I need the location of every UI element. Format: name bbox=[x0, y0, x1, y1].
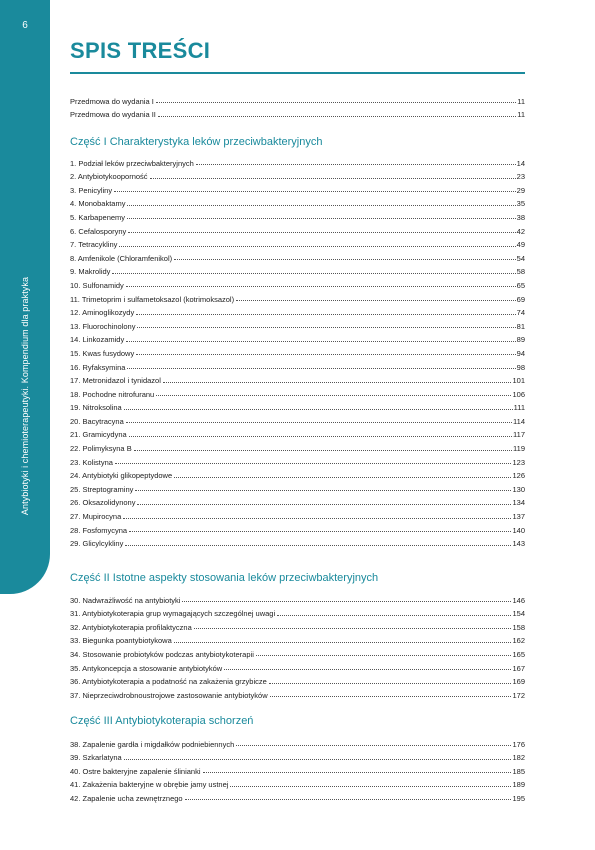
toc-entry[interactable] bbox=[70, 686, 525, 700]
toc-entry-label: 8. Amfenikole (Chloramfenikol) bbox=[70, 253, 173, 263]
toc-entry-label: 40. Ostre bakteryjne zapalenie ślinianki bbox=[70, 766, 201, 776]
toc-entry-label: 12. Aminoglikozydy bbox=[70, 308, 135, 318]
toc-entry-label: 2. Antybiotykooporność bbox=[70, 172, 148, 182]
toc-entry-label: 39. Szkarlatyna bbox=[70, 753, 122, 763]
toc-entry-label: 34. Stosowanie probiotyków podczas antybiotykoterapii bbox=[70, 649, 254, 659]
toc-entry[interactable] bbox=[70, 385, 525, 399]
dot-leader bbox=[156, 395, 511, 396]
toc-entry-page: 119 bbox=[513, 444, 525, 454]
dot-leader bbox=[112, 273, 515, 274]
toc-entry-page: 140 bbox=[512, 525, 525, 535]
toc-entry[interactable] bbox=[70, 618, 525, 632]
dot-leader bbox=[137, 504, 511, 505]
toc-entry[interactable] bbox=[70, 154, 525, 168]
toc-entry-label: 3. Penicyliny bbox=[70, 185, 113, 195]
toc-entry-label: 22. Polimyksyna B bbox=[70, 444, 132, 454]
toc-entry-label: 20. Bacytracyna bbox=[70, 416, 124, 426]
toc-entry-page: 35 bbox=[516, 199, 525, 209]
toc-entry-label: 24. Antybiotyki glikopeptydowe bbox=[70, 471, 173, 481]
toc-entry-page: 137 bbox=[512, 512, 525, 522]
toc-entry-page: 58 bbox=[516, 267, 525, 277]
toc-entry-page: 189 bbox=[512, 780, 525, 790]
dot-leader bbox=[125, 545, 511, 546]
dot-leader bbox=[123, 518, 511, 519]
dot-leader bbox=[256, 655, 512, 656]
toc-entry-page: 111 bbox=[513, 403, 525, 413]
toc-entry[interactable] bbox=[70, 331, 525, 345]
toc-entry[interactable] bbox=[70, 358, 525, 372]
toc-entry[interactable] bbox=[70, 659, 525, 673]
dot-leader bbox=[277, 615, 511, 616]
toc-entry-label: 23. Kolistyna bbox=[70, 457, 113, 467]
dot-leader bbox=[174, 477, 511, 478]
toc-entry-label: 32. Antybiotykoterapia profilaktyczna bbox=[70, 622, 192, 632]
dot-leader bbox=[158, 116, 516, 117]
dot-leader bbox=[134, 450, 512, 451]
toc-entry-label: 17. Metronidazol i tynidazol bbox=[70, 376, 161, 386]
toc-entry-page: 69 bbox=[516, 294, 525, 304]
toc-entry-label: 29. Glicylcykliny bbox=[70, 539, 124, 549]
toc-entry[interactable] bbox=[70, 480, 525, 494]
toc-entry-label: 35. Antykoncepcja a stosowanie antybiotyków bbox=[70, 663, 223, 673]
dot-leader bbox=[156, 102, 516, 103]
toc-entry-label: 25. Streptograminy bbox=[70, 484, 134, 494]
part-2-heading: Część II Istotne aspekty stosowania leków przeciwbakteryjnych bbox=[70, 572, 379, 584]
toc-entry-page: 23 bbox=[516, 172, 525, 182]
dot-leader bbox=[137, 327, 515, 328]
toc-entry-page: 14 bbox=[516, 158, 525, 168]
toc-entry-page: 130 bbox=[512, 484, 525, 494]
dot-leader bbox=[127, 218, 516, 219]
toc-entry-page: 134 bbox=[512, 498, 525, 508]
dot-leader bbox=[129, 531, 511, 532]
part-3-list bbox=[70, 735, 525, 803]
toc-entry-label: 21. Gramicydyna bbox=[70, 430, 127, 440]
dot-leader bbox=[124, 409, 513, 410]
title-divider bbox=[70, 72, 525, 74]
dot-leader bbox=[126, 422, 512, 423]
toc-entry-label: 26. Oksazolidynony bbox=[70, 498, 136, 508]
toc-entry-page: 195 bbox=[512, 793, 525, 803]
toc-entry-page: 165 bbox=[512, 649, 525, 659]
toc-entry[interactable] bbox=[70, 263, 525, 277]
toc-entry[interactable] bbox=[70, 749, 525, 763]
page-number: 6 bbox=[22, 20, 28, 31]
toc-entry-page: 42 bbox=[516, 226, 525, 236]
toc-entry-label: 37. Nieprzeciwdrobnoustrojowe zastosowanie antybiotyków bbox=[70, 690, 268, 700]
toc-entry-page: 38 bbox=[516, 212, 525, 222]
dot-leader bbox=[182, 601, 511, 602]
dot-leader bbox=[128, 232, 515, 233]
toc-entry[interactable] bbox=[70, 168, 525, 182]
toc-entry[interactable] bbox=[70, 776, 525, 790]
toc-entry[interactable] bbox=[70, 399, 525, 413]
toc-entry[interactable] bbox=[70, 605, 525, 619]
toc-entry-label: 10. Sulfonamidy bbox=[70, 280, 124, 290]
toc-entry-label: 18. Pochodne nitrofuranu bbox=[70, 389, 155, 399]
dot-leader bbox=[114, 191, 516, 192]
toc-entry-page: 94 bbox=[516, 348, 525, 358]
toc-entry-label: 5. Karbapenemy bbox=[70, 212, 126, 222]
toc-entry-page: 65 bbox=[516, 280, 525, 290]
page-title: SPIS TREŚCI bbox=[70, 38, 211, 63]
toc-entry-page: 49 bbox=[516, 240, 525, 250]
toc-entry[interactable] bbox=[70, 106, 525, 120]
dot-leader bbox=[127, 205, 515, 206]
toc-entry-label: 41. Zakażenia bakteryjne w obrębie jamy ustnej bbox=[70, 780, 229, 790]
toc-entry[interactable] bbox=[70, 195, 525, 209]
part-2-list bbox=[70, 591, 525, 700]
toc-entry-label: 27. Mupirocyna bbox=[70, 512, 122, 522]
dot-leader bbox=[136, 314, 515, 315]
dot-leader bbox=[224, 669, 511, 670]
toc-entry-page: 126 bbox=[512, 471, 525, 481]
toc-entry-page: 154 bbox=[512, 609, 525, 619]
toc-entry-page: 81 bbox=[516, 321, 525, 331]
toc-entry[interactable] bbox=[70, 645, 525, 659]
toc-entry-page: 146 bbox=[512, 595, 525, 605]
dot-leader bbox=[127, 368, 515, 369]
toc-entry-label: 1. Podział leków przeciwbakteryjnych bbox=[70, 158, 194, 168]
toc-entry[interactable] bbox=[70, 304, 525, 318]
toc-entry[interactable] bbox=[70, 591, 525, 605]
toc-entry-label: Przedmowa do wydania II bbox=[70, 110, 156, 120]
dot-leader bbox=[119, 246, 515, 247]
toc-entry[interactable] bbox=[70, 222, 525, 236]
part-1-heading: Część I Charakterystyka leków przeciwbakteryjnych bbox=[70, 136, 323, 148]
toc-entry[interactable] bbox=[70, 535, 525, 549]
toc-entry[interactable] bbox=[70, 632, 525, 646]
toc-entry-label: 15. Kwas fusydowy bbox=[70, 348, 135, 358]
toc-entry[interactable] bbox=[70, 344, 525, 358]
toc-entry[interactable] bbox=[70, 521, 525, 535]
toc-entry-page: 98 bbox=[516, 362, 525, 372]
toc-entry[interactable] bbox=[70, 673, 525, 687]
toc-entry[interactable] bbox=[70, 236, 525, 250]
toc-entry-label: 33. Biegunka poantybiotykowa bbox=[70, 636, 172, 646]
toc-entry[interactable] bbox=[70, 249, 525, 263]
toc-entry[interactable] bbox=[70, 467, 525, 481]
dot-leader bbox=[126, 286, 516, 287]
dot-leader bbox=[135, 490, 511, 491]
part-1-list bbox=[70, 154, 525, 548]
toc-entry[interactable] bbox=[70, 412, 525, 426]
dot-leader bbox=[203, 772, 512, 773]
toc-entry[interactable] bbox=[70, 181, 525, 195]
toc-entry[interactable] bbox=[70, 762, 525, 776]
toc-entry-page: 101 bbox=[512, 376, 525, 386]
toc-entry-label: 14. Linkozamidy bbox=[70, 335, 125, 345]
toc-entry-label: 7. Tetracykliny bbox=[70, 240, 118, 250]
toc-entry[interactable] bbox=[70, 276, 525, 290]
toc-entry[interactable] bbox=[70, 507, 525, 521]
toc-entry-page: 182 bbox=[512, 753, 525, 763]
toc-entry-label: 31. Antybiotykoterapia grup wymagających szczególnej uwagi bbox=[70, 609, 276, 619]
toc-entry-label: 30. Nadwrażliwość na antybiotyki bbox=[70, 595, 181, 605]
toc-entry-label: 19. Nitroksolina bbox=[70, 403, 122, 413]
dot-leader bbox=[129, 436, 512, 437]
dot-leader bbox=[124, 759, 512, 760]
toc-entry-page: 117 bbox=[513, 430, 525, 440]
part-3-heading: Część III Antybiotykoterapia schorzeń bbox=[70, 715, 254, 727]
dot-leader bbox=[236, 300, 516, 301]
toc-entry-label: 9. Makrolidy bbox=[70, 267, 111, 277]
toc-entry[interactable] bbox=[70, 494, 525, 508]
toc-entry[interactable] bbox=[70, 439, 525, 453]
toc-entry-page: 54 bbox=[516, 253, 525, 263]
toc-entry[interactable] bbox=[70, 789, 525, 803]
dot-leader bbox=[163, 382, 512, 383]
toc-entry-page: 169 bbox=[512, 677, 525, 687]
dot-leader bbox=[269, 683, 512, 684]
dot-leader bbox=[230, 786, 511, 787]
toc-entry-page: 74 bbox=[516, 308, 525, 318]
toc-entry-label: 38. Zapalenie gardła i migdałków podniebiennych bbox=[70, 739, 235, 749]
toc-entry-label: 4. Monobaktamy bbox=[70, 199, 126, 209]
toc-entry-page: 162 bbox=[512, 636, 525, 646]
toc-entry-page: 143 bbox=[512, 539, 525, 549]
sidebar-book-title: Antybiotyki i chemioterapeutyki. Kompendium dla praktyka bbox=[20, 276, 30, 516]
toc-entry-page: 172 bbox=[512, 690, 525, 700]
toc-entry[interactable] bbox=[70, 208, 525, 222]
dot-leader bbox=[270, 696, 512, 697]
toc-entry[interactable] bbox=[70, 372, 525, 386]
toc-entry-label: 6. Cefalosporyny bbox=[70, 226, 127, 236]
dot-leader bbox=[126, 341, 515, 342]
toc-entry-page: 185 bbox=[512, 766, 525, 776]
toc-entry[interactable] bbox=[70, 453, 525, 467]
toc-entry-label: Przedmowa do wydania I bbox=[70, 96, 154, 106]
dot-leader bbox=[236, 745, 511, 746]
toc-entry-page: 29 bbox=[516, 185, 525, 195]
toc-entry[interactable] bbox=[70, 290, 525, 304]
toc-entry-label: 11. Trimetoprim i sulfametoksazol (kotrimoksazol) bbox=[70, 294, 235, 304]
toc-entry-page: 123 bbox=[512, 457, 525, 467]
dot-leader bbox=[196, 164, 516, 165]
toc-entry-label: 28. Fosfomycyna bbox=[70, 525, 128, 535]
toc-entry-page: 167 bbox=[512, 663, 525, 673]
sidebar-band bbox=[0, 0, 50, 594]
toc-entry-page: 158 bbox=[512, 622, 525, 632]
dot-leader bbox=[185, 799, 512, 800]
toc-entry-label: 42. Zapalenie ucha zewnętrznego bbox=[70, 793, 183, 803]
toc-entry[interactable] bbox=[70, 92, 525, 106]
dot-leader bbox=[115, 463, 512, 464]
toc-entry-page: 114 bbox=[513, 416, 525, 426]
toc-entry-page: 11 bbox=[517, 110, 525, 120]
dot-leader bbox=[150, 178, 516, 179]
dot-leader bbox=[194, 628, 512, 629]
toc-entry-label: 16. Ryfaksymina bbox=[70, 362, 126, 372]
toc-entry-page: 176 bbox=[512, 739, 525, 749]
toc-entry-page: 89 bbox=[516, 335, 525, 345]
toc-entry[interactable] bbox=[70, 735, 525, 749]
toc-entry[interactable] bbox=[70, 317, 525, 331]
toc-entry-label: 36. Antybiotykoterapia a podatność na zakażenia grzybicze bbox=[70, 677, 267, 687]
toc-entry-label: 13. Fluorochinolony bbox=[70, 321, 136, 331]
dot-leader bbox=[174, 259, 516, 260]
dot-leader bbox=[136, 354, 515, 355]
toc-entry[interactable] bbox=[70, 426, 525, 440]
dot-leader bbox=[174, 642, 512, 643]
toc-entry-page: 106 bbox=[512, 389, 525, 399]
intro-list bbox=[70, 92, 525, 119]
toc-entry-page: 11 bbox=[517, 96, 525, 106]
